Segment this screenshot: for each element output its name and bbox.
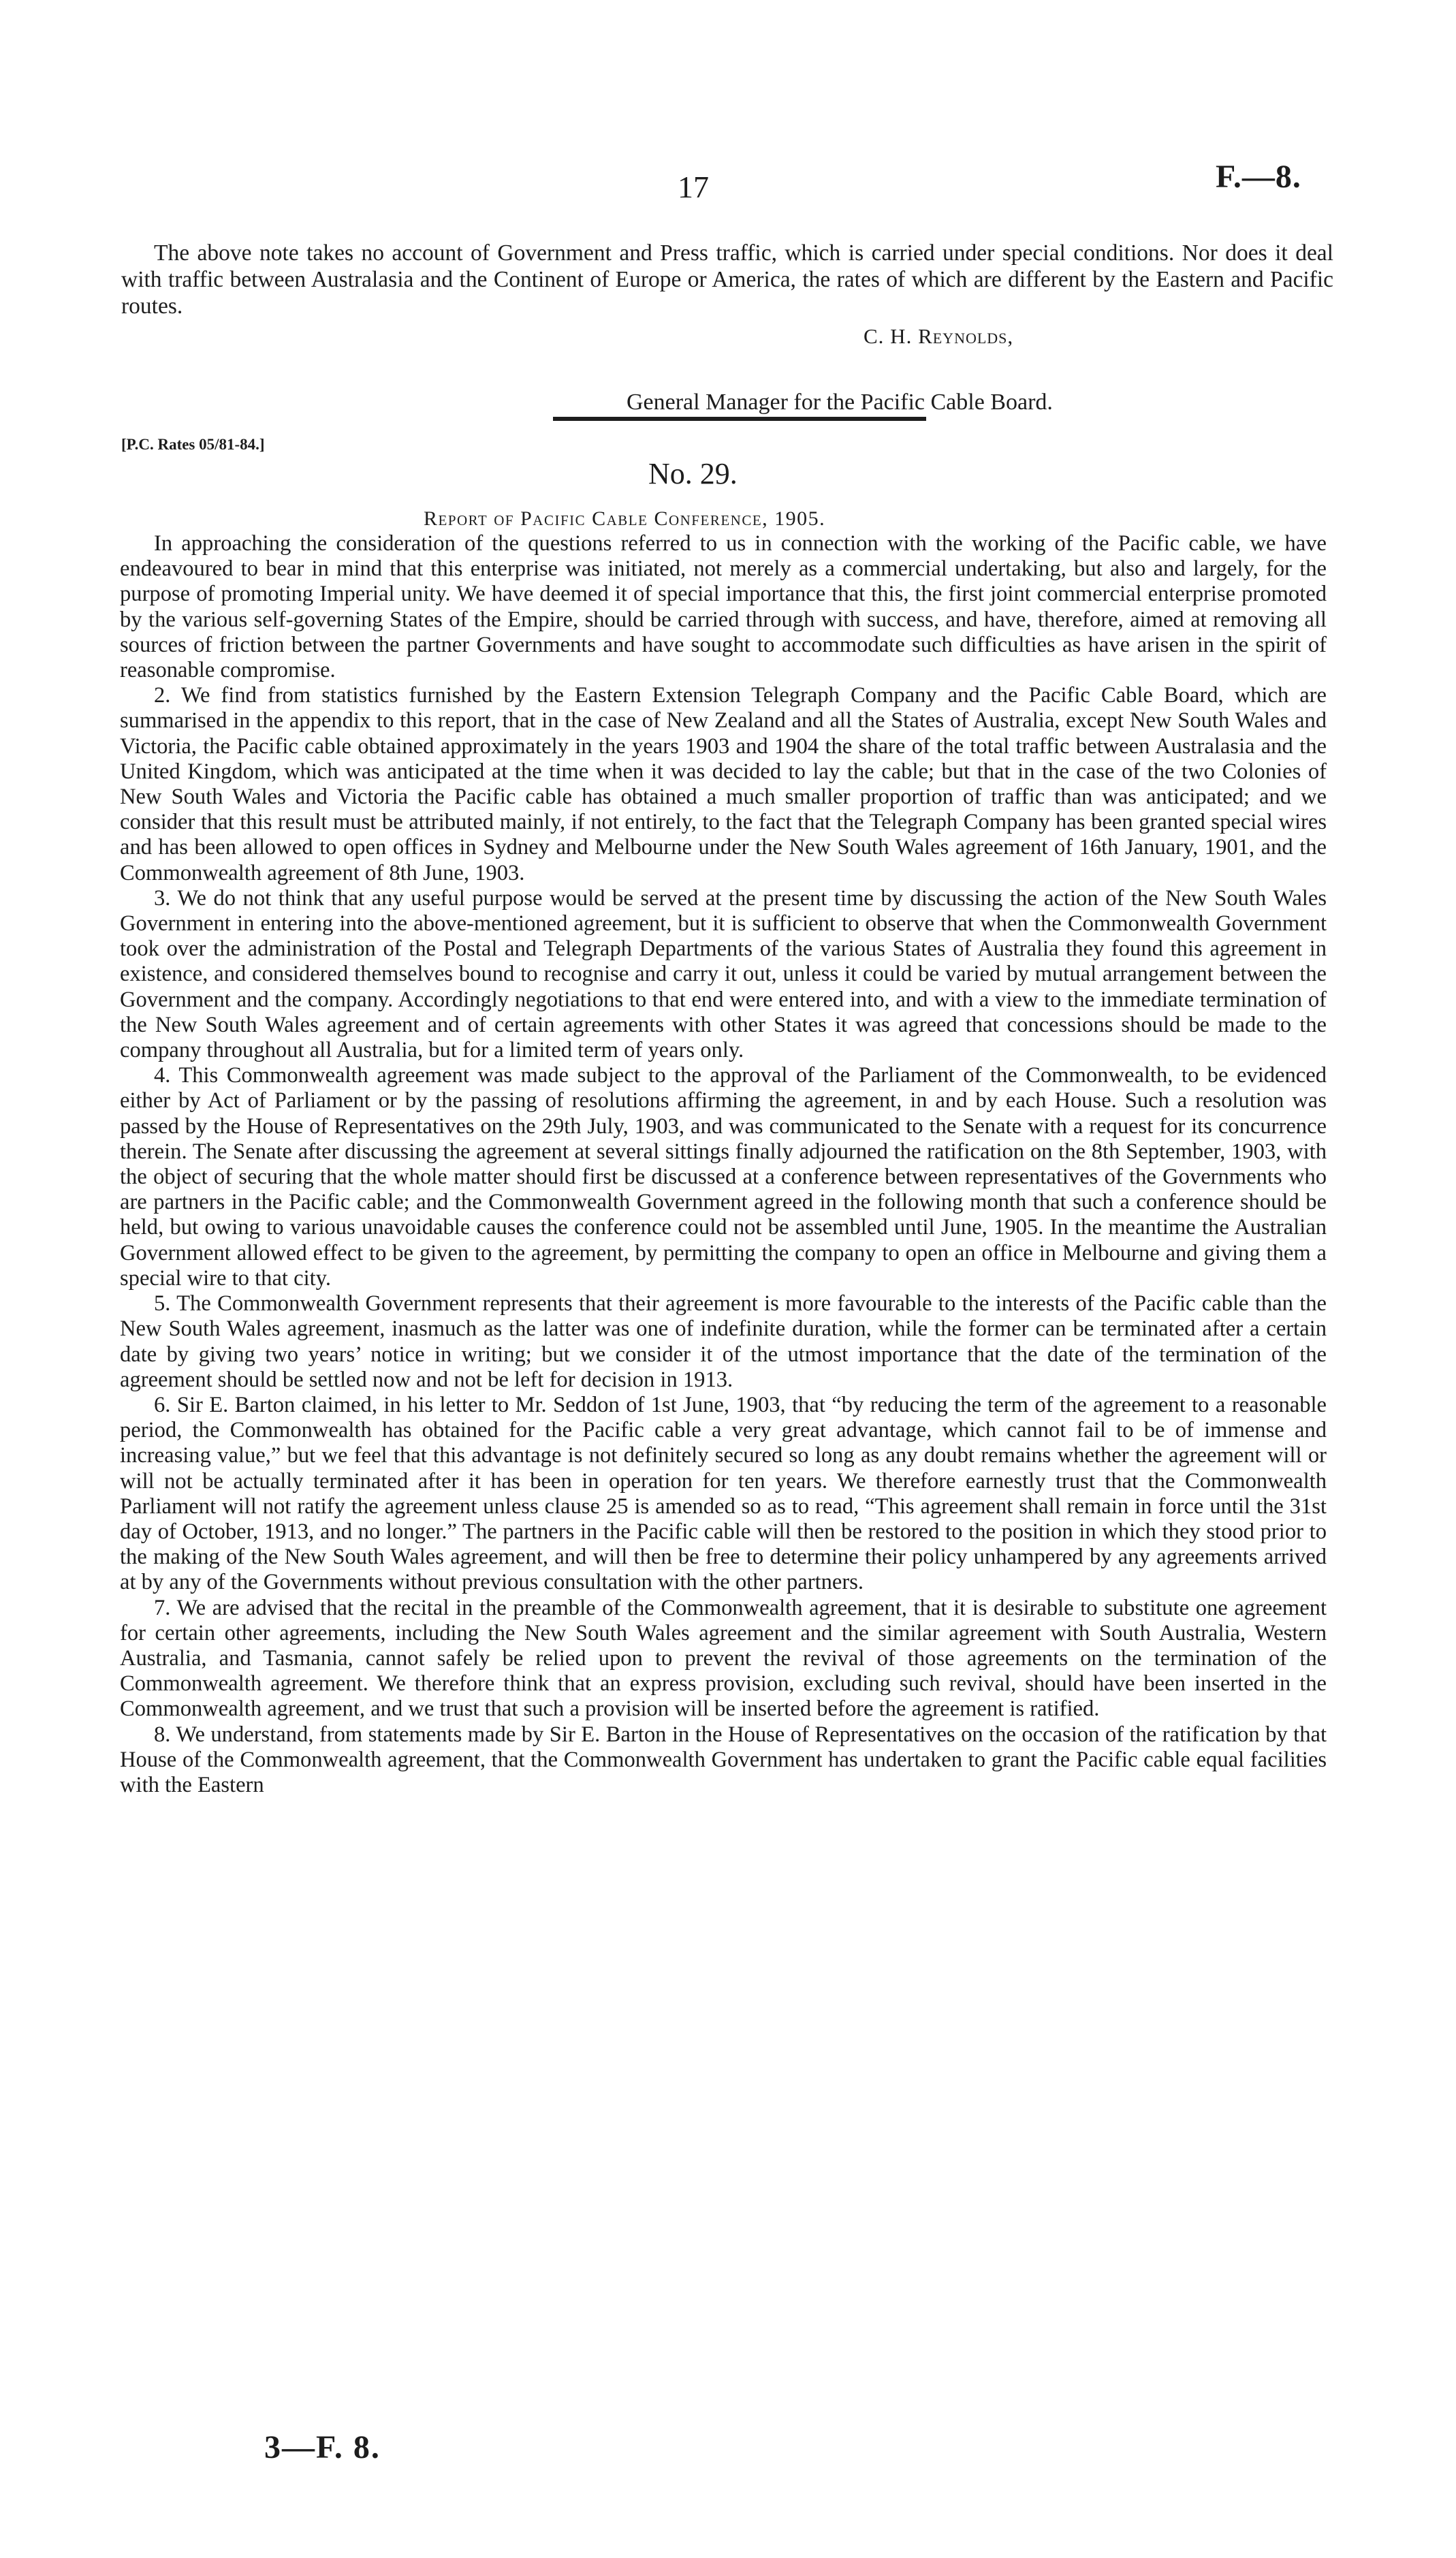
report-paragraph: 8. We understand, from statements made by Sir E. Barton in the House of Representatives on the occasion of the ratification by that House of the Commonwealth agreement, that the Commonwealth Government has undertaken to grant the Pacific cable equal facilities with the Eastern [120,1722,1327,1797]
document-title: Report of Pacific Cable Conference, 1905. [424,507,826,530]
report-paragraph: In approaching the consideration of the questions referred to us in connection with the working of the Pacific cable, we have endeavoured to bear in mind that this enterprise was initiated, not merely as a commercial undertaking, but also and largely, for the purpose of promoting Imperial unity. We have deemed it of special importance that this, the first joint commercial enterprise promoted by the various self-governing States of the Empire, should be carried through with success, and have, therefore, aimed at removing all sources of friction between the partner Governments and have sought to accommodate such difficulties as have arisen in the spirit of reasonable compromise. [120,531,1327,683]
page-number: 17 [678,170,709,204]
footer-signature-mark: 3—F. 8. [264,2429,381,2465]
document-code: F.—8. [1216,159,1301,195]
report-paragraph: 7. We are advised that the recital in the preamble of the Commonwealth agreement, that it is desirable to substitute one agreement for certain other agreements, including the New South Wales agreement and the similar agreement with South Australia, Western Australia, and Tasmania, cannot safely be relied upon to prevent the revival of those agreements on the termination of the Commonwealth agreement. We therefore think that an express provision, excluding such revival, should have been inserted in the Commonwealth agreement, and we trust that such a provision will be inserted before the agreement is ratified. [120,1595,1327,1722]
report-paragraph: 4. This Commonwealth agreement was made subject to the approval of the Parliament of the Commonwealth, to be evidenced either by Act of Parliament or by the passing of resolutions affirming the agreement, in and by each House. Such a resolution was passed by the House of Representatives on the 29th July, 1903, and was communicated to the Senate with a request for its concurrence therein. The Senate after discussing the agreement at several sittings finally adjourned the ratification on the 8th September, 1903, with the object of securing that the whole matter should first be discussed at a conference between representatives of the Governments who are partners in the Pacific cable; and the Commonwealth Government agreed in the following month that such a conference should be held, but owing to various unavoidable causes the conference could not be assembled until June, 1905. In the meantime the Australian Government allowed effect to be given to the agreement, by permitting the company to open an office in Melbourne and giving them a special wire to that city. [120,1063,1327,1291]
report-paragraph: 6. Sir E. Barton claimed, in his letter to Mr. Seddon of 1st June, 1903, that “by reducing the term of the agreement to a reasonable period, the Commonwealth has obtained for the Pacific cable a very great advantage, which cannot fail to be of immense and increasing value,” but we feel that this advantage is not definitely secured so long as any doubt remains whether the agreement will or will not be actually terminated after it has been in operation for ten years. We therefore earnestly trust that the Commonwealth Parliament will not ratify the agreement unless clause 25 is amended so as to read, “This agreement shall remain in force until the 31st day of October, 1913, and no longer.” The partners in the Pacific cable will then be restored to the position in which they stood prior to the making of the New South Wales agreement, and will then be free to determine their policy unhampered by any agreements arrived at by any of the Governments without previous consultation with the other partners. [120,1392,1327,1595]
report-body [120,531,1327,1798]
intro-paragraph: The above note takes no account of Government and Press traffic, which is carried under special conditions. Nor does it deal with traffic between Australasia and the Continent of Europe or America, the rates of which are different by the Eastern and Pacific routes. [121,240,1333,319]
intro-note [121,240,1333,319]
signature-name: C. H. Reynolds, [864,324,1014,348]
signature-title: General Manager for the Pacific Cable Board. [627,390,1053,415]
reference-tag: [P.C. Rates 05/81-84.] [121,436,265,453]
report-paragraph: 2. We find from statistics furnished by the Eastern Extension Telegraph Company and the Pacific Cable Board, which are summarised in the appendix to this report, that in the case of New Zealand and all the States of Australia, except New South Wales and Victoria, the Pacific cable obtained approximately in the years 1903 and 1904 the share of the total traffic between Australasia and the United Kingdom, which was anticipated at the time when it was decided to lay the cable; but that in the case of the two Colonies of New South Wales and Victoria the Pacific cable has obtained a much smaller proportion of traffic than was anticipated; and we consider that this result must be attributed mainly, if not entirely, to the fact that the Telegraph Company has been granted special wires and has been allowed to open offices in Sydney and Melbourne under the New South Wales agreement of 16th January, 1901, and the Commonwealth agreement of 8th June, 1903. [120,683,1327,885]
report-paragraph: 3. We do not think that any useful purpose would be served at the present time by discussing the action of the New South Wales Government in entering into the above-mentioned agreement, but it is sufficient to observe that when the Commonwealth Government took over the administration of the Postal and Telegraph Departments of the various States of Australia they found this agreement in existence, and considered themselves bound to recognise and carry it out, unless it could be varied by mutual arrangement between the Government and the company. Accordingly negotiations to that end were entered into, and with a view to the immediate termination of the New South Wales agreement and of certain agreements with other States it was agreed that concessions should be made to the company throughout all Australia, but for a limited term of years only. [120,885,1327,1063]
report-paragraph: 5. The Commonwealth Government represents that their agreement is more favourable to the interests of the Pacific cable than the New South Wales agreement, inasmuch as the latter was one of indefinite duration, while the former can be terminated after a certain date by giving two years’ notice in writing; but we consider it of the utmost importance that the date of the termination of the agreement should be settled now and not be left for decision in 1913. [120,1291,1327,1392]
section-divider [553,417,926,421]
document-number: No. 29. [648,457,738,490]
